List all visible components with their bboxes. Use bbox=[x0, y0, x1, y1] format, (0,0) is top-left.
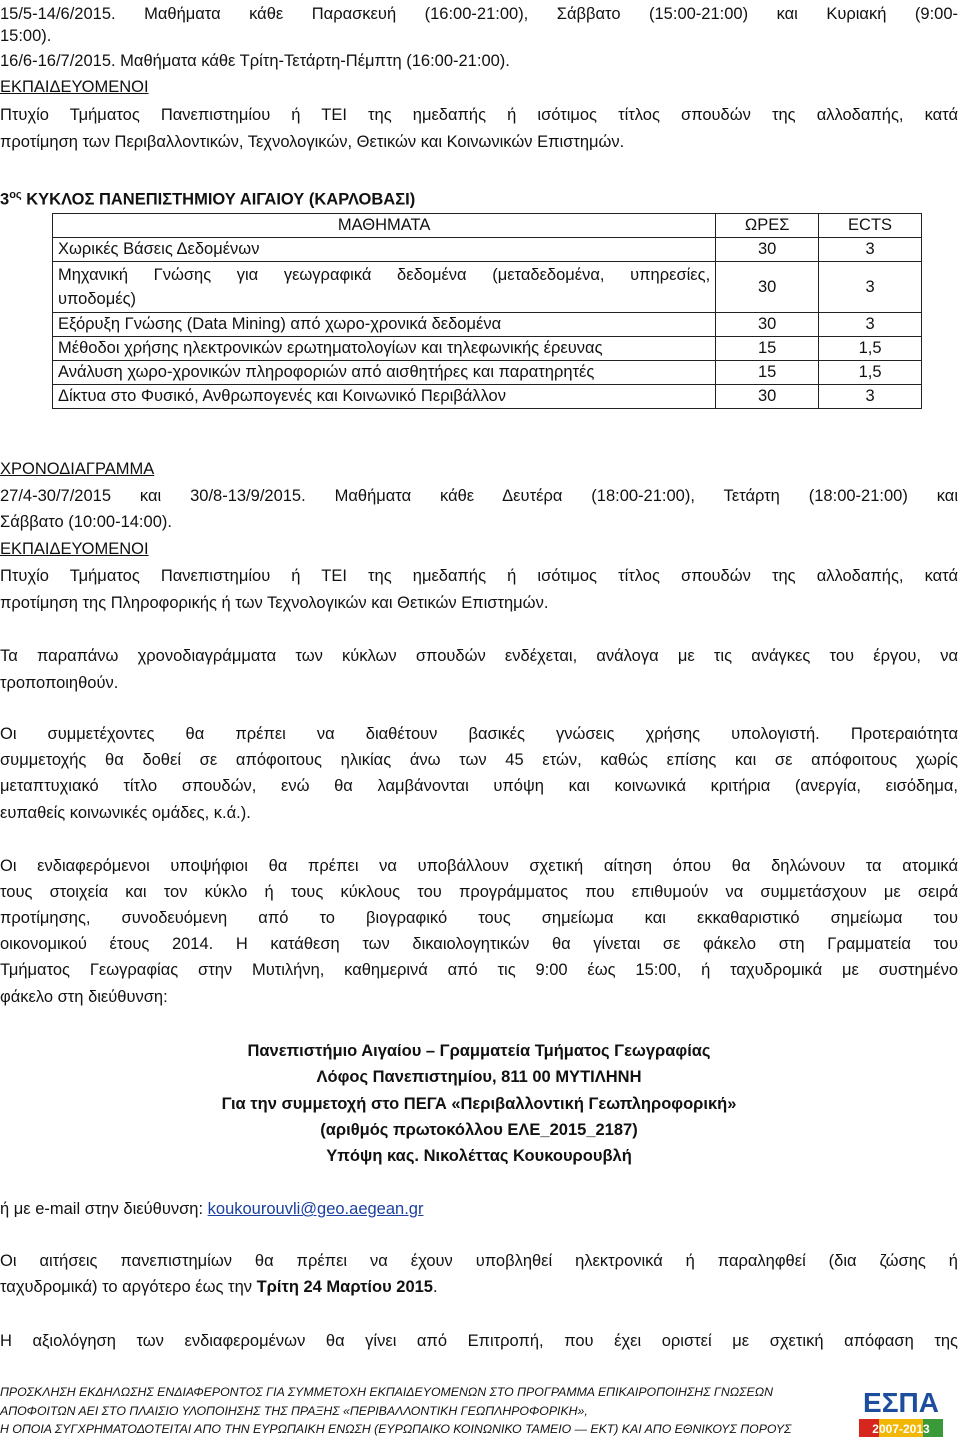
paragraph-requirements-line-4: ευπαθείς κοινωνικές ομάδες, κ.ά.). bbox=[0, 804, 251, 822]
course-name bbox=[53, 262, 716, 313]
course-hours: 15 bbox=[716, 337, 819, 361]
paragraph-application-line-5: Τμήματος Γεωγραφίας στην Μυτιλήνη, καθημερινά από τις 9:00 έως 15:00, ή ταχυδρομικά με συστημένο bbox=[0, 961, 958, 979]
paragraph-requirements-line-1: Οι συμμετέχοντες θα πρέπει να διαθέτουν βασικές γνώσεις χρήσης υπολογιστή. Προτεραιότητα bbox=[0, 725, 958, 743]
course-name: Δίκτυα στο Φυσικό, Ανθρωπογενές και Κοινωνικό Περιβάλλον bbox=[53, 385, 716, 409]
course-ects: 3 bbox=[819, 385, 922, 409]
email-line bbox=[0, 1198, 958, 1220]
paragraph-requirements-line-2: συμμετοχής θα δοθεί σε απόφοιτους ηλικίας άνω των 45 ετών, καθώς επίσης και σε απόφοιτους χωρίς bbox=[0, 751, 958, 769]
address-line-1: Πανεπιστήμιο Αιγαίου – Γραμματεία Τμήματος Γεωγραφίας bbox=[247, 1042, 711, 1060]
course-ects: 1,5 bbox=[819, 337, 922, 361]
address-line-3: Για την συμμετοχή στο ΠΕΓΑ «Περιβαλλοντική Γεωπληροφορική» bbox=[221, 1095, 737, 1113]
cycle-3-heading bbox=[0, 184, 958, 211]
page-footer bbox=[0, 1383, 830, 1439]
paragraph-application-line-3: προτίμησης, συνοδευόμενη από το βιογραφικό τους σημείωμα και εκκαθαριστικό σημείωμα του bbox=[0, 909, 958, 927]
address-line-2: Λόφος Πανεπιστημίου, 811 00 ΜΥΤΙΛΗΝΗ bbox=[316, 1068, 642, 1086]
deadline-date: Τρίτη 24 Μαρτίου 2015 bbox=[256, 1278, 433, 1296]
course-name-line-1: Μηχανική Γνώσης για γεωγραφικά δεδομένα (μεταδεδομένα, υπηρεσίες, bbox=[58, 266, 711, 284]
address-line-5: Υπόψη κας. Νικολέττας Κουκουρουβλή bbox=[326, 1147, 632, 1165]
cycle-3-schedule-line-2: Σάββατο (10:00-14:00). bbox=[0, 513, 172, 531]
paragraph-changes-line-1: Τα παραπάνω χρονοδιαγράμματα των κύκλων σπουδών ενδέχεται, ανάλογα με τις ανάγκες του έργου, να bbox=[0, 647, 958, 665]
course-ects: 3 bbox=[819, 238, 922, 262]
trainees-heading: ΕΚΠΑΙΔΕΥΟΜΕΝΟΙ bbox=[0, 78, 149, 96]
course-ects: 3 bbox=[819, 313, 922, 337]
header-hours: ΩΡΕΣ bbox=[716, 214, 819, 238]
deadline-line-2 bbox=[0, 1276, 958, 1298]
evaluation-line-1: Η αξιολόγηση των ενδιαφερομένων θα γίνει από Επιτροπή, που έχει οριστεί με σχετική απόφαση της bbox=[0, 1332, 958, 1350]
table-row bbox=[53, 313, 922, 337]
deadline-line-1: Οι αιτήσεις πανεπιστημίων θα πρέπει να έχουν υποβληθεί ηλεκτρονικά ή παραληφθεί (δια ζώσης ή bbox=[0, 1252, 958, 1270]
table-row bbox=[53, 337, 922, 361]
espa-logo-years: 2007-2013 bbox=[872, 1422, 930, 1436]
course-name: Ανάλυση χωρο-χρονικών πληροφοριών από αισθητήρες και παρατηρητές bbox=[53, 361, 716, 385]
paragraph-requirements-line-3: μεταπτυχιακό τίτλο σπουδών, ενώ θα λαμβάνονται υπόψη και κοινωνικά κριτήρια (ανεργία, εισόδημα, bbox=[0, 777, 958, 795]
cycle-3-trainees-text-2: προτίμηση της Πληροφορικής ή των Τεχνολογικών και Θετικών Επιστημών. bbox=[0, 594, 549, 612]
paragraph-application-line-2: τους στοιχεία και τον κύκλο ή τους κύκλους του προγράμματος που επιθυμούν να συμμετάσχουν με σειρά bbox=[0, 883, 958, 901]
schedule-line-1: 15/5-14/6/2015. Μαθήματα κάθε Παρασκευή (16:00-21:00), Σάββατο (15:00-21:00) και Κυριακή (9:00- bbox=[0, 5, 958, 23]
table-row bbox=[53, 385, 922, 409]
paragraph-application-line-6: φάκελο στη διεύθυνση: bbox=[0, 988, 168, 1006]
trainees-text-1: Πτυχίο Τμήματος Πανεπιστημίου ή ΤΕΙ της ημεδαπής ή ισότιμος τίτλος σπουδών της αλλοδαπής, κατά bbox=[0, 106, 958, 124]
schedule-line-3: 16/6-16/7/2015. Μαθήματα κάθε Τρίτη-Τετάρτη-Πέμπτη (16:00-21:00). bbox=[0, 52, 510, 70]
table-row bbox=[53, 262, 922, 313]
paragraph-changes-line-2: τροποποιηθούν. bbox=[0, 674, 119, 692]
cycle-3-trainees-heading: ΕΚΠΑΙΔΕΥΟΜΕΝΟΙ bbox=[0, 540, 149, 558]
cycle-3-trainees-text-1: Πτυχίο Τμήματος Πανεπιστημίου ή ΤΕΙ της ημεδαπής ή ισότιμος τίτλος σπουδών της αλλοδαπής, κατά bbox=[0, 567, 958, 585]
cycle-ordinal: ος bbox=[9, 189, 22, 201]
course-ects: 1,5 bbox=[819, 361, 922, 385]
trainees-text-2: προτίμηση των Περιβαλλοντικών, Τεχνολογικών, Θετικών και Κοινωνικών Επιστημών. bbox=[0, 133, 625, 151]
course-hours: 30 bbox=[716, 238, 819, 262]
address-line-4: (αριθμός πρωτοκόλλου ΕΛΕ_2015_2187) bbox=[320, 1121, 638, 1139]
deadline-prefix: ταχυδρομικά) το αργότερο έως την bbox=[0, 1278, 257, 1296]
schedule-line-2: 15:00). bbox=[0, 27, 52, 45]
header-courses: ΜΑΘΗΜΑΤΑ bbox=[53, 214, 716, 238]
course-name: Χωρικές Βάσεις Δεδομένων bbox=[53, 238, 716, 262]
email-link[interactable]: koukourouvli@geo.aegean.gr bbox=[207, 1200, 424, 1218]
course-hours: 30 bbox=[716, 385, 819, 409]
cycle-number: 3 bbox=[0, 190, 10, 209]
footer-line-2: ΑΠΟΦΟΙΤΩΝ ΑΕΙ ΣΤΟ ΠΛΑΙΣΙΟ ΥΛΟΠΟΙΗΣΗΣ ΤΗΣ ΠΡΑΞΗΣ «ΠΕΡΙΒΑΛΛΟΝΤΙΚΗ ΓΕΩΠΛΗΡΟΦΟΡΙΚΗ», bbox=[0, 1403, 588, 1418]
espa-logo-name: ΕΣΠΑ bbox=[863, 1387, 939, 1418]
table-row bbox=[53, 361, 922, 385]
schedule-heading: ΧΡΟΝΟΔΙΑΓΡΑΜΜΑ bbox=[0, 460, 155, 478]
table-row bbox=[53, 238, 922, 262]
table-header-row bbox=[53, 214, 922, 238]
deadline-suffix: . bbox=[433, 1278, 438, 1296]
paragraph-application-line-4: οικονομικού έτους 2014. Η κατάθεση των δικαιολογητικών θα γίνεται σε φάκελο στη Γραμματεία του bbox=[0, 935, 958, 953]
header-ects: ECTS bbox=[819, 214, 922, 238]
footer-line-3: Η ΟΠΟΙΑ ΣΥΓΧΡΗΜΑΤΟΔΟΤΕΙΤΑΙ ΑΠΟ ΤΗΝ ΕΥΡΩΠΑΙΚΗ ΕΝΩΣΗ (ΕΥΡΩΠΑΙΚΟ ΚΟΙΝΩΝΙΚΟ ΤΑΜΕΙΟ — ΕΚΤ) ΚΑΙ ΑΠΟ ΕΘΝΙΚΟΥΣ ΠΟΡΟΥΣ bbox=[0, 1422, 792, 1436]
course-hours: 30 bbox=[716, 262, 819, 313]
footer-line-1: ΠΡΟΣΚΛΗΣΗ ΕΚΔΗΛΩΣΗΣ ΕΝΔΙΑΦΕΡΟΝΤΟΣ ΓΙΑ ΣΥΜΜΕΤΟΧΗ ΕΚΠΑΙΔΕΥΟΜΕΝΩΝ ΣΤΟ ΠΡΟΓΡΑΜΜΑ ΕΠΙΚΑΙΡΟΠΟΙΗΣΗΣ ΓΝΩΣΕΩΝ bbox=[0, 1385, 773, 1399]
course-hours: 15 bbox=[716, 361, 819, 385]
espa-logo bbox=[853, 1385, 949, 1441]
cycle-title: ΚΥΚΛΟΣ ΠΑΝΕΠΙΣΤΗΜΙΟΥ ΑΙΓΑΙΟΥ (ΚΑΡΛΟΒΑΣΙ) bbox=[26, 190, 416, 209]
courses-table bbox=[52, 213, 922, 409]
course-name: Μέθοδοι χρήσης ηλεκτρονικών ερωτηματολογίων και τηλεφωνικής έρευνας bbox=[53, 337, 716, 361]
email-prefix: ή με e-mail στην διεύθυνση: bbox=[0, 1200, 208, 1218]
paragraph-application-line-1: Οι ενδιαφερόμενοι υποψήφιοι θα πρέπει να υποβάλλουν σχετική αίτηση όπου θα δηλώνουν τα ατομικά bbox=[0, 857, 958, 875]
course-name: Εξόρυξη Γνώσης (Data Mining) από χωρο-χρονικά δεδομένα bbox=[53, 313, 716, 337]
course-name-line-2: υποδομές) bbox=[58, 290, 137, 308]
course-hours: 30 bbox=[716, 313, 819, 337]
course-ects: 3 bbox=[819, 262, 922, 313]
cycle-3-schedule-line-1: 27/4-30/7/2015 και 30/8-13/9/2015. Μαθήματα κάθε Δευτέρα (18:00-21:00), Τετάρτη (18:00-21:00) και bbox=[0, 487, 958, 505]
